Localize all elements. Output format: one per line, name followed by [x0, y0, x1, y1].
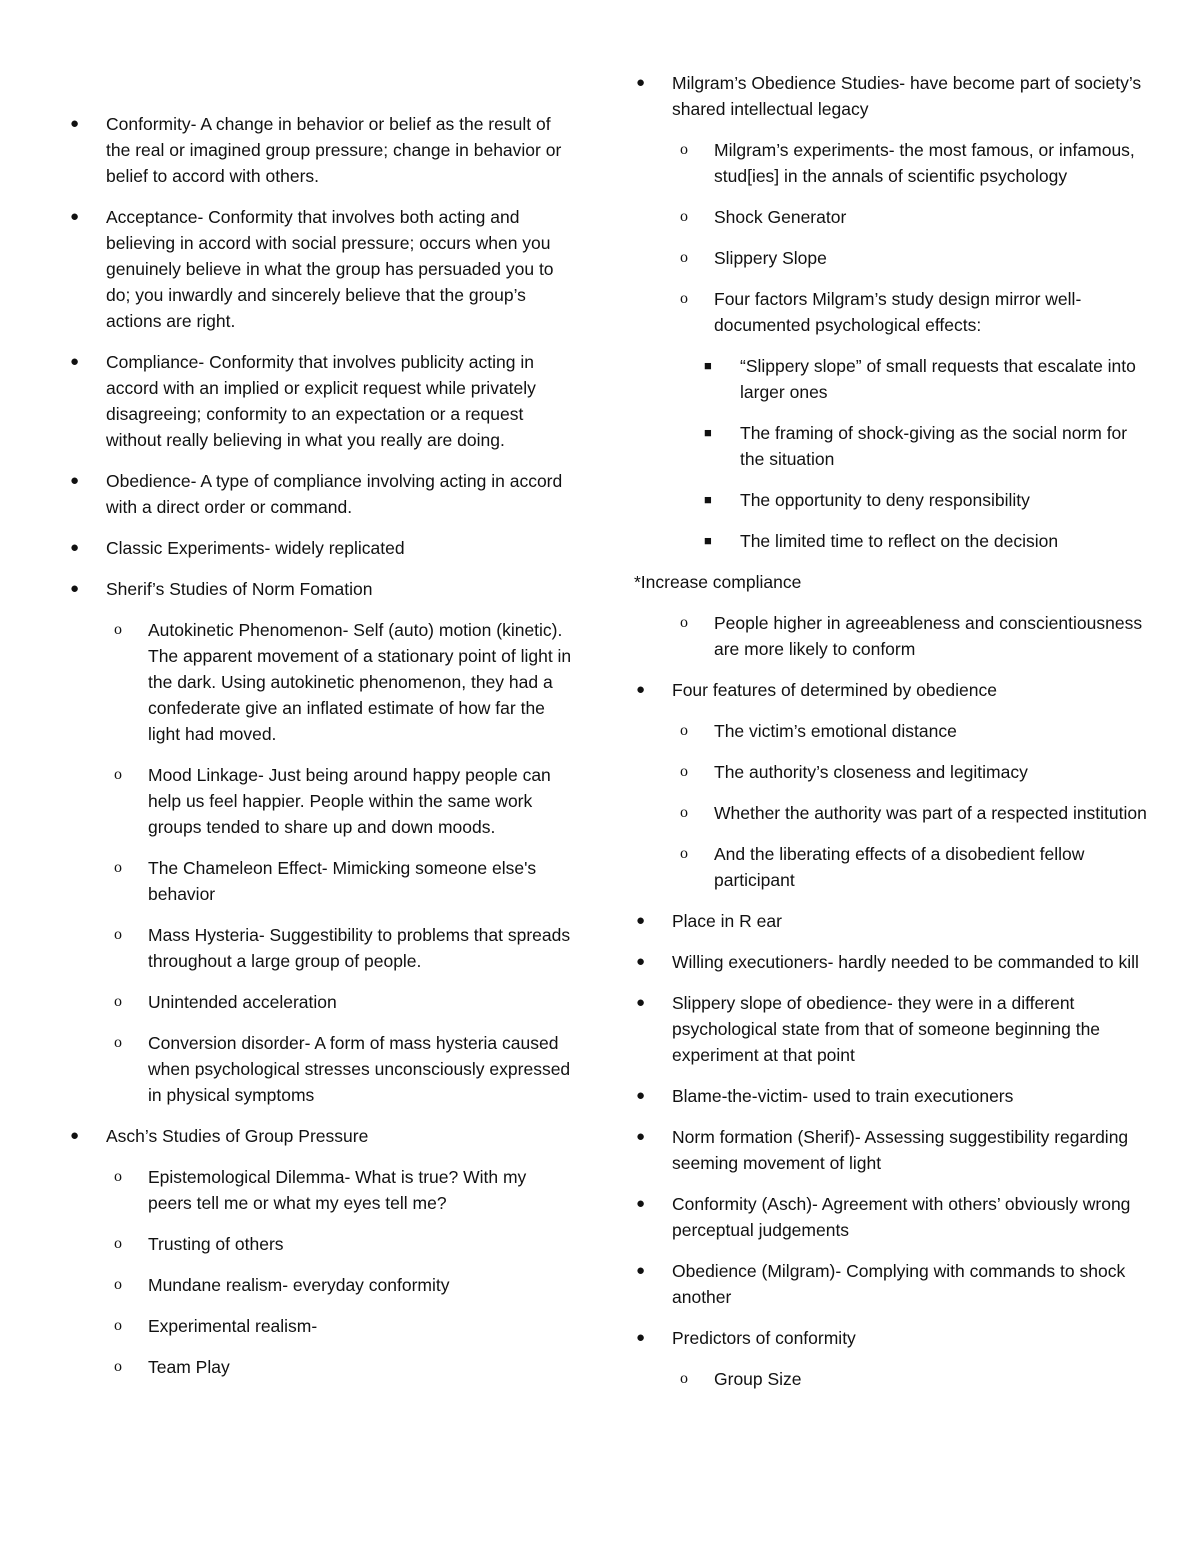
list-item — [62, 617, 572, 747]
bullet-icon: o — [114, 859, 122, 876]
bullet-icon: o — [114, 1276, 122, 1293]
list-item-text: Acceptance- Conformity that involves both acting and believing in accord with social pressure; occurs when you genuinely believe in what the group has persuaded you to do; you inwardly and sincerely believe that the group’s actions are right. — [106, 207, 554, 331]
bullet-icon: ● — [70, 115, 80, 132]
list-item-text: Autokinetic Phenomenon- Self (auto) motion (kinetic). The apparent movement of a stationary point of light in the dark. Using autokinetic phenomenon, they had a confederate give an inflated estimate of how far the light had moved. — [148, 620, 572, 744]
list-item — [628, 677, 1148, 703]
bullet-icon: o — [114, 1235, 122, 1252]
list-item — [628, 1258, 1148, 1310]
list-item-text: Sherif’s Studies of Norm Fomation — [106, 579, 373, 599]
bullet-icon: o — [680, 290, 688, 307]
list-item — [628, 1366, 1148, 1392]
list-item — [628, 70, 1148, 122]
list-item — [628, 949, 1148, 975]
list-item-text: Conformity (Asch)- Agreement with others’ obviously wrong perceptual judgements — [672, 1194, 1131, 1240]
right-column — [628, 70, 1148, 1407]
bullet-icon: ● — [70, 580, 80, 597]
list-item — [628, 718, 1148, 744]
bullet-icon: o — [680, 208, 688, 225]
list-item — [62, 762, 572, 840]
list-item — [628, 759, 1148, 785]
list-item-text: Blame-the-victim- used to train executioners — [672, 1086, 1014, 1106]
list-item — [62, 111, 572, 189]
bullet-icon: o — [114, 1317, 122, 1334]
list-item-text: The Chameleon Effect- Mimicking someone else's behavior — [148, 858, 537, 904]
bullet-icon: ● — [70, 539, 80, 556]
bullet-icon: ● — [636, 912, 646, 929]
bullet-icon: ● — [636, 1087, 646, 1104]
list-item-text: Slippery slope of obedience- they were in a different psychological state from that of someone beginning the experiment at that point — [672, 993, 1101, 1065]
bullet-icon: o — [114, 621, 122, 638]
list-item-text: And the liberating effects of a disobedient fellow participant — [714, 844, 1085, 890]
list-item — [628, 908, 1148, 934]
bullet-icon: ■ — [704, 358, 712, 373]
list-item-text: Conformity- A change in behavior or belief as the result of the real or imagined group pressure; change in behavior or belief to accord with others. — [106, 114, 562, 186]
list-item — [628, 1191, 1148, 1243]
list-item-text: “Slippery slope” of small requests that escalate into larger ones — [740, 356, 1136, 402]
list-item — [628, 1325, 1148, 1351]
list-item — [62, 576, 572, 602]
bullet-icon: ■ — [704, 533, 712, 548]
list-item — [628, 245, 1148, 271]
list-item — [628, 990, 1148, 1068]
list-item-text: Experimental realism- — [148, 1316, 318, 1336]
bullet-icon: ● — [636, 1329, 646, 1346]
list-item — [628, 420, 1148, 472]
list-item — [62, 1272, 572, 1298]
left-notes-list — [62, 111, 572, 1380]
list-item-text: Four factors Milgram’s study design mirror well-documented psychological effects: — [714, 289, 1082, 335]
bullet-icon: o — [114, 1168, 122, 1185]
bullet-icon: o — [114, 993, 122, 1010]
list-item-text: Obedience- A type of compliance involving acting in accord with a direct order or command. — [106, 471, 563, 517]
list-item-text: Group Size — [714, 1369, 802, 1389]
list-item-text: Obedience (Milgram)- Complying with commands to shock another — [672, 1261, 1126, 1307]
bullet-icon: o — [114, 1358, 122, 1375]
list-item — [62, 1164, 572, 1216]
list-item — [62, 468, 572, 520]
bullet-icon: ● — [636, 1262, 646, 1279]
bullet-icon: o — [680, 763, 688, 780]
list-item-text: Norm formation (Sherif)- Assessing suggestibility regarding seeming movement of light — [672, 1127, 1129, 1173]
list-item — [62, 1313, 572, 1339]
list-item — [628, 204, 1148, 230]
bullet-icon: ● — [70, 1127, 80, 1144]
list-item-text: Unintended acceleration — [148, 992, 337, 1012]
bullet-icon: o — [114, 766, 122, 783]
bullet-icon: ● — [70, 208, 80, 225]
bullet-icon: ● — [636, 953, 646, 970]
list-item — [62, 922, 572, 974]
bullet-icon: ■ — [704, 425, 712, 440]
bullet-icon: ● — [636, 1195, 646, 1212]
list-item — [628, 1083, 1148, 1109]
bullet-icon: o — [680, 249, 688, 266]
list-item-text: Asch’s Studies of Group Pressure — [106, 1126, 369, 1146]
bullet-icon: o — [680, 845, 688, 862]
bullet-icon: o — [680, 141, 688, 158]
list-item — [628, 286, 1148, 338]
list-item-text: Shock Generator — [714, 207, 847, 227]
list-item-text: Four features of determined by obedience — [672, 680, 997, 700]
bullet-icon: o — [680, 1370, 688, 1387]
list-item-text: Compliance- Conformity that involves publicity acting in accord with an implied or explicit request while privately disagreeing; conformity to an expectation or a request without really believing in what you really are doing. — [106, 352, 536, 450]
bullet-icon: ● — [636, 681, 646, 698]
list-item — [628, 487, 1148, 513]
list-item-text: People higher in agreeableness and conscientiousness are more likely to conform — [714, 613, 1143, 659]
bullet-icon: ● — [70, 472, 80, 489]
bullet-icon: o — [114, 1034, 122, 1051]
list-item — [62, 349, 572, 453]
left-column — [62, 111, 572, 1395]
list-item — [62, 1123, 572, 1149]
list-item — [62, 1231, 572, 1257]
bullet-icon: o — [114, 926, 122, 943]
bullet-icon: ● — [70, 353, 80, 370]
list-item-text: *Increase compliance — [634, 572, 802, 592]
list-item-text: Milgram’s Obedience Studies- have become part of society’s shared intellectual legacy — [672, 73, 1142, 119]
list-item-text: Milgram’s experiments- the most famous, or infamous, stud[ies] in the annals of scientific psychology — [714, 140, 1135, 186]
bullet-icon: ● — [636, 994, 646, 1011]
list-item — [628, 610, 1148, 662]
list-item-text: Mundane realism- everyday conformity — [148, 1275, 450, 1295]
bullet-icon: o — [680, 804, 688, 821]
list-item-text: Predictors of conformity — [672, 1328, 856, 1348]
list-item-text: Mood Linkage- Just being around happy people can help us feel happier. People within the same work groups tended to share up and down moods. — [148, 765, 551, 837]
bullet-icon: ● — [636, 74, 646, 91]
list-item — [628, 800, 1148, 826]
list-item-text: Place in R ear — [672, 911, 782, 931]
list-item-text: The limited time to reflect on the decision — [740, 531, 1059, 551]
list-item — [62, 535, 572, 561]
list-item — [628, 1124, 1148, 1176]
list-item — [62, 855, 572, 907]
list-item-text: Conversion disorder- A form of mass hysteria caused when psychological stresses unconsciously expressed in physical symptoms — [148, 1033, 571, 1105]
list-item — [628, 137, 1148, 189]
list-item — [628, 528, 1148, 554]
list-item-text: Trusting of others — [148, 1234, 284, 1254]
list-item-text: The victim’s emotional distance — [714, 721, 957, 741]
list-item — [62, 989, 572, 1015]
bullet-icon: ■ — [704, 492, 712, 507]
bullet-icon: o — [680, 722, 688, 739]
list-item — [62, 1030, 572, 1108]
list-item — [628, 841, 1148, 893]
list-item-text: Classic Experiments- widely replicated — [106, 538, 405, 558]
list-item-text: Slippery Slope — [714, 248, 827, 268]
list-item — [62, 1354, 572, 1380]
list-item — [628, 569, 1148, 595]
list-item — [62, 204, 572, 334]
bullet-icon: ● — [636, 1128, 646, 1145]
list-item-text: Epistemological Dilemma- What is true? With my peers tell me or what my eyes tell me? — [148, 1167, 527, 1213]
list-item-text: The authority’s closeness and legitimacy — [714, 762, 1028, 782]
list-item-text: Team Play — [148, 1357, 230, 1377]
right-notes-list — [628, 70, 1148, 1392]
list-item-text: The opportunity to deny responsibility — [740, 490, 1030, 510]
list-item — [628, 353, 1148, 405]
list-item-text: Willing executioners- hardly needed to be commanded to kill — [672, 952, 1139, 972]
list-item-text: Mass Hysteria- Suggestibility to problems that spreads throughout a large group of people. — [148, 925, 571, 971]
bullet-icon: o — [680, 614, 688, 631]
list-item-text: Whether the authority was part of a respected institution — [714, 803, 1147, 823]
list-item-text: The framing of shock-giving as the social norm for the situation — [740, 423, 1128, 469]
